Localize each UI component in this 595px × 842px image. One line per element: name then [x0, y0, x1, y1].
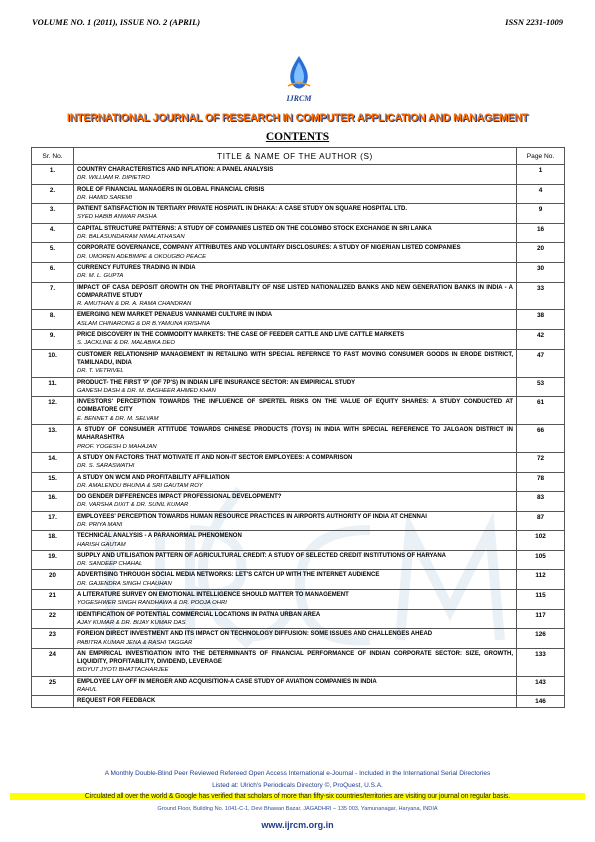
- article-title[interactable]: A STUDY ON FACTORS THAT MOTIVATE IT AND NON-IT SECTOR EMPLOYEES: A COMPARISON: [77, 454, 353, 461]
- sr-no-cell: 9.: [32, 330, 74, 350]
- page-no-cell: 47: [517, 349, 565, 377]
- article-title[interactable]: CAPITAL STRUCTURE PATTERNS: A STUDY OF COMPANIES LISTED ON THE COLOMBO STOCK EXCHANGE IN SRI LANKA: [77, 225, 432, 232]
- title-author-cell: [74, 696, 517, 707]
- article-author: DR. WILLIAM R. DIPIETRO: [77, 175, 150, 182]
- page-no-cell: 66: [517, 425, 565, 453]
- title-author-cell: [74, 609, 517, 629]
- sr-no-cell: 23: [32, 629, 74, 649]
- table-row: [32, 282, 565, 310]
- sr-no-header: Sr. No.: [32, 148, 74, 165]
- sr-no-cell: 15.: [32, 472, 74, 492]
- article-author: DR. UMOREN ADEBIMPE & OKOUGBO PEACE: [77, 253, 207, 260]
- title-author-cell: [74, 492, 517, 512]
- page-no-cell: 4: [517, 184, 565, 204]
- article-title[interactable]: IMPACT OF CASA DEPOSIT GROWTH ON THE PROFITABILITY OF NSE LISTED NATIONALIZED BANKS AND NEW GENERATION BANKS IN INDIA - A COMPARATIVE STUDY: [77, 284, 513, 299]
- page-no-cell: 102: [517, 531, 565, 551]
- title-author-cell: [74, 648, 517, 676]
- sr-no-cell: 8.: [32, 310, 74, 330]
- article-title[interactable]: EMPLOYEES' PERCEPTION TOWARDS HUMAN RESOURCE PRACTICES IN AIRPORTS AUTHORITY OF INDIA AT CHENNAI: [77, 513, 427, 520]
- table-row: [32, 310, 565, 330]
- page-no-cell: 53: [517, 377, 565, 397]
- contents-table: [31, 147, 565, 708]
- article-title[interactable]: PRICE DISCOVERY IN THE COMMODITY MARKETS: THE CASE OF FEEDER CATTLE AND LIVE CATTLE MARKETS: [77, 332, 405, 339]
- title-author-cell: [74, 377, 517, 397]
- article-author: SYED HABIB ANWAR PASHA: [77, 214, 157, 221]
- sr-no-cell: 17.: [32, 511, 74, 531]
- sr-no-cell: 2.: [32, 184, 74, 204]
- title-author-cell: [74, 330, 517, 350]
- sr-no-cell: 14.: [32, 452, 74, 472]
- article-title[interactable]: A STUDY OF CONSUMER ATTITUDE TOWARDS CHINESE PRODUCTS (TOYS) IN INDIA WITH SPECIAL REFERENCE TO JALGAON DISTRICT IN MAHARASHTRA: [77, 427, 513, 442]
- page-no-cell: 72: [517, 452, 565, 472]
- article-title[interactable]: TECHNICAL ANALYSIS - A PARANORMAL PHENOMENON: [77, 533, 242, 540]
- sr-no-cell: 6.: [32, 262, 74, 282]
- article-title[interactable]: EMPLOYEE LAY OFF IN MERGER AND ACQUISITION-A CASE STUDY OF AVIATION COMPANIES IN INDIA: [77, 678, 377, 685]
- article-author: DR. BALASUNDARAM NIMALATHASAN: [77, 234, 185, 241]
- article-author: AJAY KUMAR & DR. BIJAY KUMAR DAS: [77, 619, 186, 626]
- page-no-cell: 61: [517, 397, 565, 425]
- article-author: DR. SANDEEP CHAHAL: [77, 561, 143, 568]
- title-author-cell: [74, 204, 517, 224]
- article-title[interactable]: ADVERTISING THROUGH SOCIAL MEDIA NETWORKS: LET'S CATCH UP WITH THE INTERNET AUDIENCE: [77, 572, 380, 579]
- article-author: DR. S. SARASWATHI: [77, 463, 135, 470]
- table-row: [32, 243, 565, 263]
- article-author: RAHUL: [77, 687, 97, 694]
- page-no-cell: 146: [517, 696, 565, 707]
- page-no-cell: 87: [517, 511, 565, 531]
- table-row: [32, 397, 565, 425]
- footer-listing: Listed at: Ulrich's Periodicals Directory ©, ProQuest, U.S.A.: [212, 782, 383, 789]
- sr-no-cell: 11.: [32, 377, 74, 397]
- table-header-row: [32, 148, 565, 165]
- article-title[interactable]: IDENTIFICATION OF POTENTIAL COMMERCIAL LOCATIONS IN PATNA URBAN AREA: [77, 611, 321, 618]
- title-author-cell: [74, 165, 517, 185]
- page-no-cell: 16: [517, 223, 565, 243]
- sr-no-cell: 5.: [32, 243, 74, 263]
- article-author: PROF. YOGESH D MAHAJAN: [77, 443, 157, 450]
- footer-circulation: Circulated all over the world & Google has verified that scholars of more than fifty-six countries/territories are visiting our journal on regular basis.: [10, 793, 585, 800]
- sr-no-cell: 1.: [32, 165, 74, 185]
- article-title[interactable]: EMERGING NEW MARKET PENAEUS VANNAMEI CULTURE IN INDIA: [77, 312, 273, 319]
- title-author-cell: [74, 282, 517, 310]
- page-no-cell: 105: [517, 550, 565, 570]
- issn: ISSN 2231-1009: [505, 17, 563, 27]
- table-row: [32, 531, 565, 551]
- table-row: [32, 330, 565, 350]
- title-author-cell: [74, 243, 517, 263]
- article-title[interactable]: A STUDY ON WCM AND PROFITABILITY AFFILIATION: [77, 474, 230, 481]
- sr-no-cell: 22: [32, 609, 74, 629]
- contents-rows: [32, 165, 565, 708]
- article-author: DR. PRIYA MANI: [77, 521, 123, 528]
- table-row: [32, 452, 565, 472]
- title-author-cell: [74, 629, 517, 649]
- title-author-cell: [74, 590, 517, 610]
- volume-issue: VOLUME NO. 1 (2011), ISSUE NO. 2 (APRIL): [32, 17, 201, 27]
- table-row: [32, 590, 565, 610]
- page-no-cell: 30: [517, 262, 565, 282]
- page-no-cell: 83: [517, 492, 565, 512]
- article-title[interactable]: CORPORATE GOVERNANCE, COMPANY ATTRIBUTES AND VOLUNTARY DISCLOSURES: A STUDY OF NIGERIAN LISTED COMPANIES: [77, 245, 461, 252]
- sr-no-cell: 4.: [32, 223, 74, 243]
- sr-no-cell: 21: [32, 590, 74, 610]
- page-no-cell: 42: [517, 330, 565, 350]
- article-title[interactable]: INVESTORS' PERCEPTION TOWARDS THE INFLUENCE OF SPERTEL RISKS ON THE VALUE OF EQUITY SHARES: A STUDY CONDUCTED AT COIMBATORE CITY: [77, 399, 513, 414]
- sr-no-cell: 12.: [32, 397, 74, 425]
- sr-no-cell: 13.: [32, 425, 74, 453]
- page-no-cell: 33: [517, 282, 565, 310]
- sr-no-cell: 7.: [32, 282, 74, 310]
- table-row: [32, 629, 565, 649]
- journal-logo: [282, 54, 316, 104]
- page-no-header: Page No.: [517, 148, 565, 165]
- article-author: YOGESHWER SINGH RANDHAWA & DR. POOJA OHRI: [77, 600, 227, 607]
- title-author-cell: [74, 262, 517, 282]
- page-no-cell: 117: [517, 609, 565, 629]
- table-row: [32, 223, 565, 243]
- table-row: [32, 472, 565, 492]
- logo-text: IJRCM: [286, 94, 312, 103]
- article-author: BIDYUT JYOTI BHATTACHARJEE: [77, 667, 169, 674]
- sr-no-cell: 18.: [32, 531, 74, 551]
- table-row: [32, 550, 565, 570]
- table-row: [32, 676, 565, 696]
- page-no-cell: 20: [517, 243, 565, 263]
- page-no-cell: 133: [517, 648, 565, 676]
- title-author-cell: [74, 184, 517, 204]
- title-author-header: TITLE & NAME OF THE AUTHOR (S): [74, 148, 517, 165]
- sr-no-cell: 10.: [32, 349, 74, 377]
- title-author-cell: [74, 676, 517, 696]
- title-author-cell: [74, 550, 517, 570]
- article-title[interactable]: DO GENDER DIFFERENCES IMPACT PROFESSIONAL DEVELOPMENT?: [77, 494, 282, 501]
- table-row: [32, 648, 565, 676]
- sr-no-cell: 25: [32, 676, 74, 696]
- article-title[interactable]: SUPPLY AND UTILISATION PATTERN OF AGRICULTURAL CREDIT: A STUDY OF SELECTED CREDIT INSTITUTIONS OF HARYANA: [77, 552, 447, 559]
- sr-no-cell: 3.: [32, 204, 74, 224]
- title-author-cell: [74, 310, 517, 330]
- article-author: PABITRA KUMAR JENA & RASHI TAGGAR: [77, 639, 193, 646]
- article-author: DR. HAMID SAREMI: [77, 194, 132, 201]
- article-title[interactable]: COUNTRY CHARACTERISTICS AND INFLATION: A PANEL ANALYSIS: [77, 167, 274, 173]
- table-row: [32, 204, 565, 224]
- article-title[interactable]: AN EMPIRICAL INVESTIGATION INTO THE DETERMINANTS OF FINANCIAL PERFORMANCE OF INDIAN CORPORATE SECTOR: SIZE, GROWTH, LIQUIDITY, PROFITABILITY, DIVIDEND, LEVERAGE: [77, 650, 513, 666]
- title-author-cell: [74, 511, 517, 531]
- article-title[interactable]: PATIENT SATISFACTION IN TERTIARY PRIVATE HOSPIATL IN DHAKA: A CASE STUDY ON SQUARE HOSPITAL LTD.: [77, 206, 408, 213]
- article-author: DR. GAJENDRA SINGH CHAUHAN: [77, 580, 172, 587]
- page-no-cell: 38: [517, 310, 565, 330]
- table-row: [32, 349, 565, 377]
- article-author: E. BENNET & DR. M. SELVAM: [77, 415, 159, 422]
- page-no-cell: 115: [517, 590, 565, 610]
- table-row: [32, 165, 565, 185]
- sr-no-cell: 19.: [32, 550, 74, 570]
- page-no-cell: 112: [517, 570, 565, 590]
- sr-no-cell: 20: [32, 570, 74, 590]
- article-author: S. JACKLINE & DR. MALABIKA DEO: [77, 340, 175, 347]
- page-no-cell: 1: [517, 165, 565, 185]
- article-author: DR. M. L. GUPTA: [77, 273, 124, 280]
- table-row: [32, 609, 565, 629]
- article-title[interactable]: PRODUCT- THE FIRST 'P' (OF 7P'S) IN INDIAN LIFE INSURANCE SECTOR: AN EMPIRICAL STUDY: [77, 379, 356, 386]
- table-row: [32, 425, 565, 453]
- footer-url[interactable]: www.ijrcm.org.in: [261, 820, 334, 830]
- title-author-cell: [74, 570, 517, 590]
- table-row: [32, 377, 565, 397]
- title-author-cell: [74, 397, 517, 425]
- article-author: DR. T. VETRIVEL: [77, 368, 124, 375]
- title-author-cell: [74, 349, 517, 377]
- title-author-cell: [74, 472, 517, 492]
- title-author-cell: [74, 452, 517, 472]
- sr-no-cell: 24: [32, 648, 74, 676]
- sr-no-cell: [32, 696, 74, 707]
- running-header: [32, 17, 563, 29]
- page-no-cell: 78: [517, 472, 565, 492]
- table-row: [32, 511, 565, 531]
- table-row: [32, 570, 565, 590]
- table-row: [32, 696, 565, 707]
- table-row: [32, 492, 565, 512]
- contents-heading: CONTENTS: [265, 131, 330, 143]
- table-row: [32, 184, 565, 204]
- title-author-cell: [74, 425, 517, 453]
- article-title[interactable]: A LITERATURE SURVEY ON EMOTIONAL INTELLIGENCE SHOULD MATTER TO MANAGEMENT: [77, 592, 349, 599]
- footer-address: Ground Floor, Building No. 1041-C-1, Devi Bhawan Bazar, JAGADHRI – 135 003, Yamunanagar, Haryana, INDIA: [157, 806, 438, 812]
- article-author: HARISH GAUTAM: [77, 541, 126, 548]
- article-title[interactable]: CUSTOMER RELATIONSHIP MANAGEMENT IN RETAILING WITH SPECIAL REFERNCE TO FAST MOVING CONSUMER GOODS IN ERODE DISTRICT, TAMILNADU, INDIA: [77, 351, 513, 366]
- article-author: R. AMUTHAN & DR. A. RAMA CHANDRAN: [77, 301, 192, 308]
- table-row: [32, 262, 565, 282]
- sr-no-cell: 16.: [32, 492, 74, 512]
- article-author: GANESH DASH & DR. M. BASHEER AHMED KHAN: [77, 387, 216, 394]
- article-title[interactable]: CURRENCY FUTURES TRADING IN INDIA: [77, 264, 196, 271]
- article-title[interactable]: ROLE OF FINANCIAL MANAGERS IN GLOBAL FINANCIAL CRISIS: [77, 186, 265, 193]
- title-author-cell: [74, 531, 517, 551]
- article-author: ASLAM CHINARONG & DR B.YAMUNA KRISHNA: [77, 320, 210, 327]
- article-author: DR. AMALENDU BHUNIA & SRI GAUTAM ROY: [77, 482, 203, 489]
- journal-title: INTERNATIONAL JOURNAL OF RESEARCH IN COMPUTER APPLICATION AND MANAGEMENT: [66, 112, 529, 124]
- page-no-cell: 143: [517, 676, 565, 696]
- footer-description: A Monthly Double-Blind Peer Reviewed Refereed Open Access International e-Journal - Included in the International Serial Directories: [104, 770, 491, 777]
- article-author: DR. VARSHA DIXIT & DR. SUNIL KUMAR: [77, 502, 189, 509]
- article-title[interactable]: FOREIGN DIRECT INVESTMENT AND ITS IMPACT ON TECHNOLOGY DIFFUSION: SOME ISSUES AND CHALLENGES AHEAD: [77, 631, 433, 638]
- page-no-cell: 9: [517, 204, 565, 224]
- title-author-cell: [74, 223, 517, 243]
- article-title[interactable]: REQUEST FOR FEEDBACK: [77, 698, 156, 705]
- page-no-cell: 126: [517, 629, 565, 649]
